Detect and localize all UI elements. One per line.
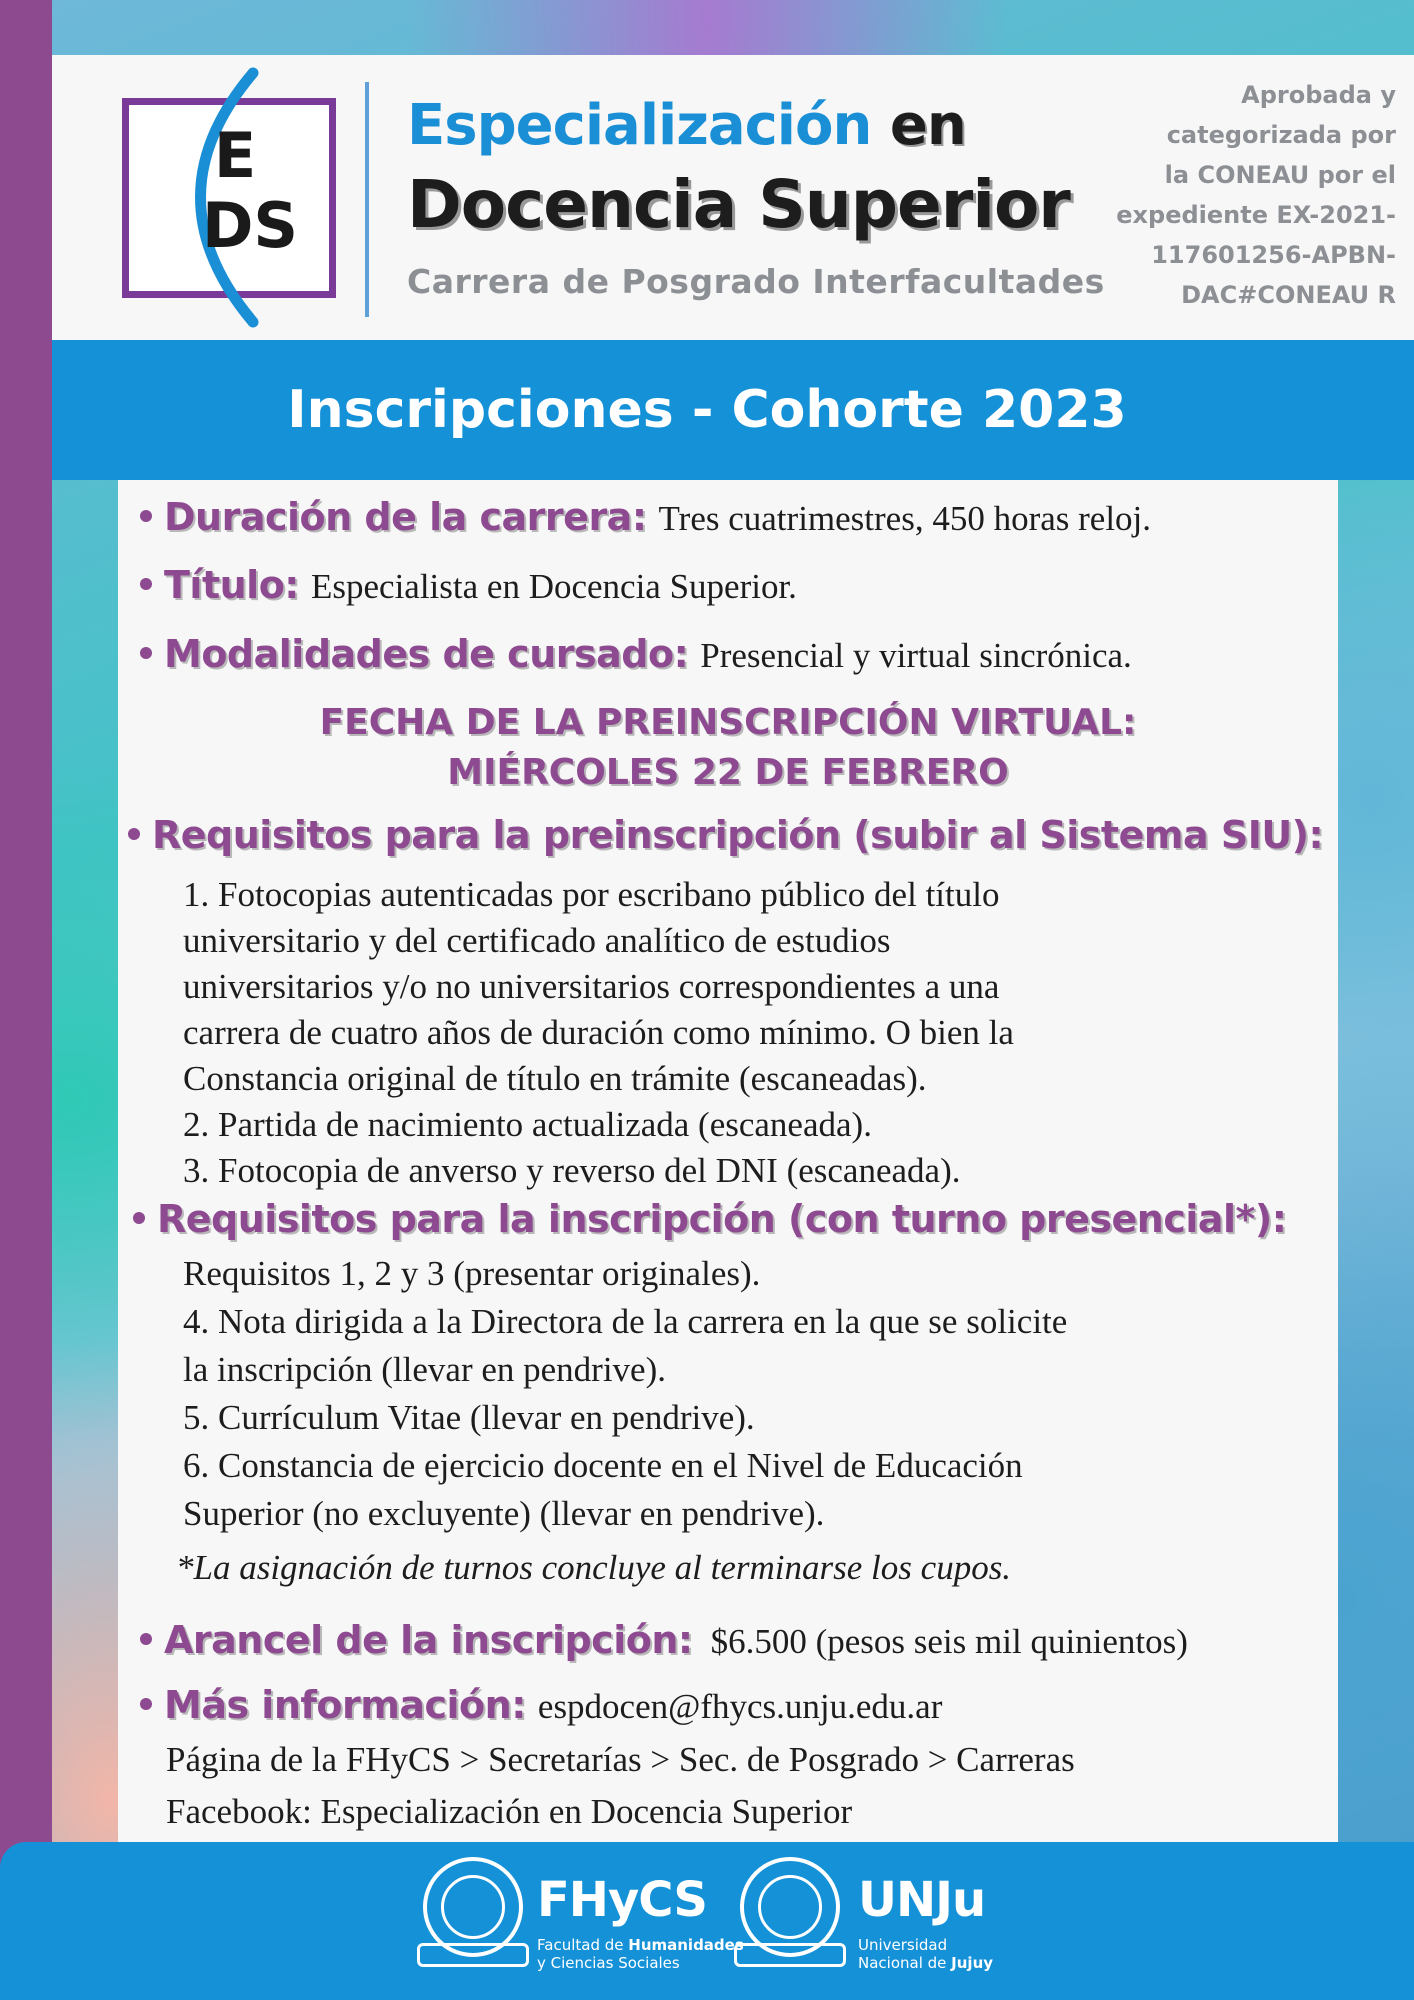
titulo-label: Título: bbox=[164, 563, 299, 607]
list-item: Constancia original de título en trámite (escaneadas). bbox=[183, 1059, 927, 1098]
list-item: la inscripción (llevar en pendrive). bbox=[183, 1350, 666, 1389]
seal-ribbon bbox=[417, 1943, 529, 1967]
content-panel bbox=[118, 480, 1338, 1842]
list-item: 6. Constancia de ejercicio docente en el Nivel de Educación bbox=[183, 1446, 1023, 1485]
preinscripcion-requirements bbox=[183, 872, 1014, 1194]
bullet-icon bbox=[140, 578, 152, 590]
turnos-note: *La asignación de turnos concluye al terminarse los cupos. bbox=[176, 1548, 1012, 1587]
bullet-icon bbox=[140, 1698, 152, 1710]
duracion-label: Duración de la carrera: bbox=[164, 495, 647, 539]
list-item: universitario y del certificado analítico de estudios bbox=[183, 921, 891, 960]
bullet-icon bbox=[140, 510, 152, 522]
fhycs-full-name bbox=[537, 1936, 744, 1972]
seal-ribbon bbox=[734, 1943, 846, 1967]
inscripcion-label: Requisitos para la inscripción (con turno presencial*): bbox=[157, 1197, 1287, 1241]
arancel-value: $6.500 (pesos seis mil quinientos) bbox=[710, 1622, 1188, 1661]
list-item: carrera de cuatro años de duración como mínimo. O bien la bbox=[183, 1013, 1014, 1052]
faculty-page-path: Página de la FHyCS > Secretarías > Sec. de Posgrado > Carreras bbox=[166, 1740, 1075, 1779]
facebook-page: Facebook: Especialización en Docencia Superior bbox=[166, 1792, 853, 1831]
unju-seal-icon bbox=[740, 1857, 840, 1977]
logo-letter-e: E bbox=[213, 119, 257, 192]
contact-email[interactable]: espdocen@fhycs.unju.edu.ar bbox=[537, 1687, 943, 1726]
program-title-line2: Docencia Superior bbox=[407, 166, 1070, 243]
list-item: 1. Fotocopias autenticadas por escribano público del título bbox=[183, 875, 1000, 914]
fhycs-sub-b: Humanidades bbox=[628, 1936, 744, 1954]
approval-line: 117601256-APBN- bbox=[1151, 241, 1396, 269]
title-especializacion: Especialización bbox=[407, 93, 872, 158]
fhycs-sub-a: Facultad de bbox=[537, 1936, 624, 1954]
seal-inner bbox=[441, 1875, 505, 1939]
fecha-line1: FECHA DE LA PREINSCRIPCIÓN VIRTUAL: bbox=[319, 702, 1137, 743]
list-item: Superior (no excluyente) (llevar en pendrive). bbox=[183, 1494, 825, 1533]
fhycs-seal-icon bbox=[423, 1857, 523, 1977]
program-subtitle: Carrera de Posgrado Interfacultades bbox=[407, 262, 1105, 301]
list-item: Requisitos 1, 2 y 3 (presentar originales). bbox=[183, 1254, 761, 1293]
fecha-line2: MIÉRCOLES 22 DE FEBRERO bbox=[447, 752, 1009, 793]
header-divider bbox=[365, 82, 369, 317]
arancel-row bbox=[140, 1618, 1188, 1662]
duracion-value: Tres cuatrimestres, 450 horas reloj. bbox=[658, 499, 1152, 538]
list-item: universitarios y/o no universitarios correspondientes a una bbox=[183, 967, 1000, 1006]
seal-inner bbox=[758, 1875, 822, 1939]
unju-sub-a: Nacional de bbox=[858, 1954, 947, 1972]
arancel-label: Arancel de la inscripción: bbox=[164, 1618, 693, 1662]
titulo-value: Especialista en Docencia Superior. bbox=[311, 567, 797, 606]
approval-line: la CONEAU por el bbox=[1164, 161, 1396, 189]
preinscripcion-label: Requisitos para la preinscripción (subir al Sistema SIU): bbox=[152, 813, 1324, 857]
bullet-icon bbox=[133, 1212, 145, 1224]
mas-informacion-label: Más información: bbox=[164, 1683, 526, 1727]
bullet-icon bbox=[140, 1633, 152, 1645]
program-title-line1 bbox=[407, 92, 966, 160]
preinscripcion-date bbox=[118, 698, 1338, 798]
modalidades-label: Modalidades de cursado: bbox=[164, 632, 689, 676]
modalidades-row bbox=[140, 632, 1132, 676]
list-item: 4. Nota dirigida a la Directora de la carrera en la que se solicite bbox=[183, 1302, 1068, 1341]
unju-sub-b: Jujuy bbox=[951, 1954, 994, 1972]
logo-letters-ds: DS bbox=[201, 189, 299, 262]
unju-full-name bbox=[858, 1936, 993, 1972]
cohort-banner bbox=[52, 340, 1414, 480]
preinscripcion-heading-row bbox=[128, 813, 1323, 857]
approval-line: categorizada por bbox=[1166, 121, 1396, 149]
list-item: 2. Partida de nacimiento actualizada (escaneada). bbox=[183, 1105, 872, 1144]
approval-line: Aprobada y bbox=[1241, 81, 1396, 109]
footer bbox=[0, 1842, 1414, 2000]
bullet-icon bbox=[128, 828, 140, 840]
fhycs-name: FHyCS bbox=[537, 1872, 707, 1928]
modalidades-value: Presencial y virtual sincrónica. bbox=[700, 636, 1132, 675]
unju-sub-line1: Universidad bbox=[858, 1936, 948, 1954]
approval-line: expediente EX-2021- bbox=[1116, 201, 1396, 229]
titulo-row bbox=[140, 563, 797, 607]
cohort-banner-title: Inscripciones - Cohorte 2023 bbox=[287, 380, 1127, 440]
approval-line: DAC#CONEAU R bbox=[1181, 281, 1396, 309]
title-en: en bbox=[889, 93, 966, 158]
fhycs-sub-line2: y Ciencias Sociales bbox=[537, 1954, 680, 1972]
unju-name: UNJu bbox=[858, 1872, 986, 1928]
bullet-icon bbox=[140, 647, 152, 659]
duracion-row bbox=[140, 495, 1151, 539]
mas-informacion-row bbox=[140, 1683, 942, 1727]
inscripcion-requirements bbox=[183, 1250, 1067, 1538]
list-item: 5. Currículum Vitae (llevar en pendrive). bbox=[183, 1398, 755, 1437]
list-item: 3. Fotocopia de anverso y reverso del DNI (escaneada). bbox=[183, 1151, 961, 1190]
inscripcion-heading-row bbox=[133, 1197, 1287, 1241]
side-stripe bbox=[0, 0, 52, 1880]
approval-note bbox=[1066, 75, 1396, 315]
